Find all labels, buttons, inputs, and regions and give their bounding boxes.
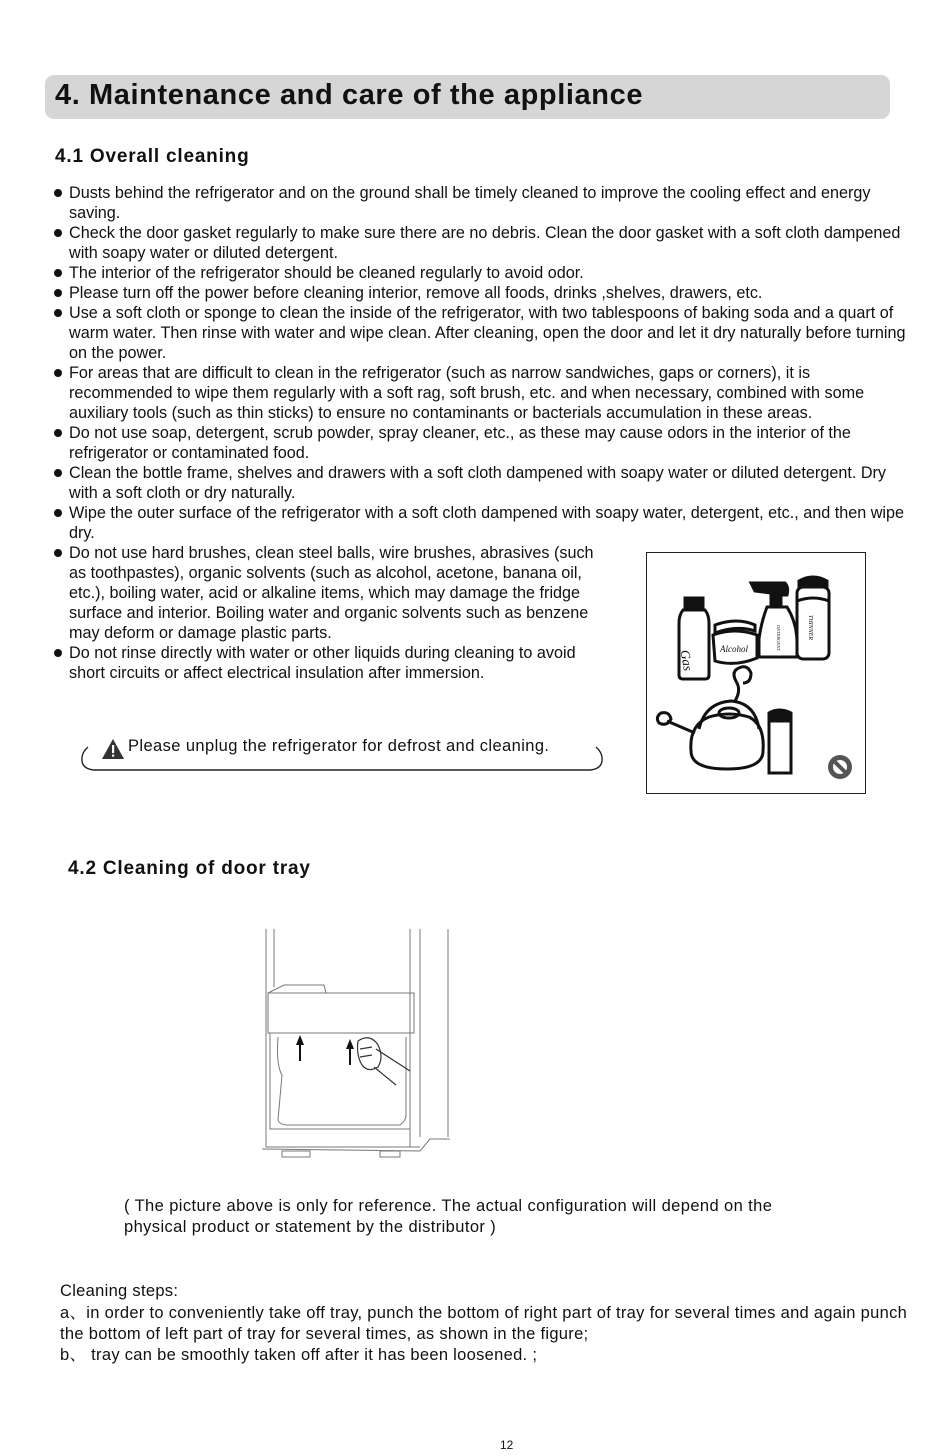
fist-icon [358, 1038, 411, 1085]
cleaning-step-b: b、 tray can be smoothly taken off after it has been loosened. ; [60, 1346, 538, 1364]
cleaning-step-a: a、in order to conveniently take off tray, punch the bottom of right part of tray for several times and again punch the bottom of left part of tray for several times, as shown in the figure; [60, 1304, 908, 1343]
page-number: 12 [500, 1438, 514, 1452]
kettle-spout [667, 721, 695, 733]
bullet-icon [54, 509, 62, 517]
up-arrow-icon-right [346, 1039, 354, 1065]
bullet-item [52, 223, 912, 263]
bullet-icon [54, 289, 62, 297]
spray-bottle-head [751, 583, 788, 605]
bullet-text: Check the door gasket regularly to make sure there are no debris. Clean the door gasket with a soft cloth dampened with soapy water or diluted detergent. [69, 224, 901, 262]
bullet-item [52, 543, 609, 643]
bullet-text: Please turn off the power before cleaning interior, remove all foods, drinks ,shelves, drawers, etc. [69, 284, 763, 302]
bullet-item [52, 503, 912, 543]
bullet-item [52, 423, 912, 463]
figure-reference-note: ( The picture above is only for reference. The actual configuration will depend on the physical product or statement by the distributor ) [124, 1197, 773, 1236]
bullet-icon [54, 369, 62, 377]
cleaning-steps-title: Cleaning steps: [60, 1282, 179, 1300]
no-entry-icon [828, 755, 852, 779]
small-can [769, 721, 791, 773]
bullet-icon [54, 649, 62, 657]
bullet-text: For areas that are difficult to clean in the refrigerator (such as narrow sandwiches, gaps or corners), it is recommended to wipe them regularly with a soft rag, soft brush, etc. and when necessary, combined with some auxiliary tools (such as thin sticks) to ensure no contaminants or bacterials accumulation in these areas. [69, 364, 865, 422]
alcohol-label: Alcohol [720, 644, 748, 654]
bullet-text: Dusts behind the refrigerator and on the ground shall be timely cleaned to improve the cooling effect and energy saving. [69, 184, 871, 222]
bullet-icon [54, 429, 62, 437]
detergent-label: DETERGENT [776, 625, 781, 651]
door-tray-illustration [260, 925, 460, 1165]
small-can-top [769, 710, 791, 721]
door-tray-figure [260, 925, 460, 1165]
bullet-text: Do not use hard brushes, clean steel balls, wire brushes, abrasives (such as toothpastes), organic solvents (such as alcohol, acetone, banana oil, etc.), boiling water, acid or alkaline items, which may damage the fridge surface and interior. Boiling water and organic solvents such as benzene may deform or damage plastic parts. [69, 544, 594, 642]
up-arrow-icon-left [296, 1035, 304, 1061]
page-title: 4. Maintenance and care of the appliance [55, 79, 644, 111]
bullet-text: The interior of the refrigerator should be cleaned regularly to avoid odor. [69, 264, 584, 282]
cleaning-steps [60, 1281, 920, 1366]
bullet-item [52, 283, 912, 303]
prohibited-cleaners-illustration [647, 553, 865, 793]
bullet-text: Use a soft cloth or sponge to clean the inside of the refrigerator, with two tablespoons of baking soda and a quart of warm water. Then rinse with water and wipe clean. After cleaning, open the door and let it dry naturally before turning on the power. [69, 304, 906, 362]
bullet-text: Clean the bottle frame, shelves and drawers with a soft cloth dampened with soapy water or diluted detergent. Dry with a soft cloth or dry naturally. [69, 464, 887, 502]
bullet-icon [54, 309, 62, 317]
bullet-item [52, 183, 912, 223]
bullet-icon [54, 189, 62, 197]
bullet-icon [54, 269, 62, 277]
bullet-item [52, 303, 912, 363]
bullet-icon [54, 229, 62, 237]
bullet-item [52, 263, 912, 283]
kettle-body [691, 714, 763, 769]
bullet-item [52, 363, 912, 423]
gas-label: Gas [677, 648, 696, 672]
thinner-label: THINNER [807, 615, 813, 641]
bullet-icon [54, 469, 62, 477]
warning-text: Please unplug the refrigerator for defrost and cleaning. [128, 737, 550, 755]
steam-curl [734, 667, 751, 701]
bullet-icon [54, 549, 62, 557]
steam-puff [657, 713, 671, 725]
gas-bottle-cap [685, 598, 703, 610]
section-heading-door-tray: 4.2 Cleaning of door tray [68, 858, 311, 879]
section-heading-overall-cleaning: 4.1 Overall cleaning [55, 146, 250, 167]
prohibited-cleaners-figure [646, 552, 866, 794]
bullet-text: Do not rinse directly with water or other liquids during cleaning to avoid short circuits or affect electrical insulation after immersion. [69, 644, 576, 682]
bullet-text: Wipe the outer surface of the refrigerator with a soft cloth dampened with soapy water, detergent, etc., and then wipe dry. [69, 504, 905, 542]
bullet-item [52, 643, 609, 683]
bullet-item [52, 463, 912, 503]
warning-triangle-icon [101, 738, 125, 760]
page-title-bar [45, 75, 890, 119]
unplug-warning-callout [80, 735, 605, 773]
bullet-text: Do not use soap, detergent, scrub powder, spray cleaner, etc., as these may cause odors in the interior of the refrigerator or contaminated food. [69, 424, 851, 462]
